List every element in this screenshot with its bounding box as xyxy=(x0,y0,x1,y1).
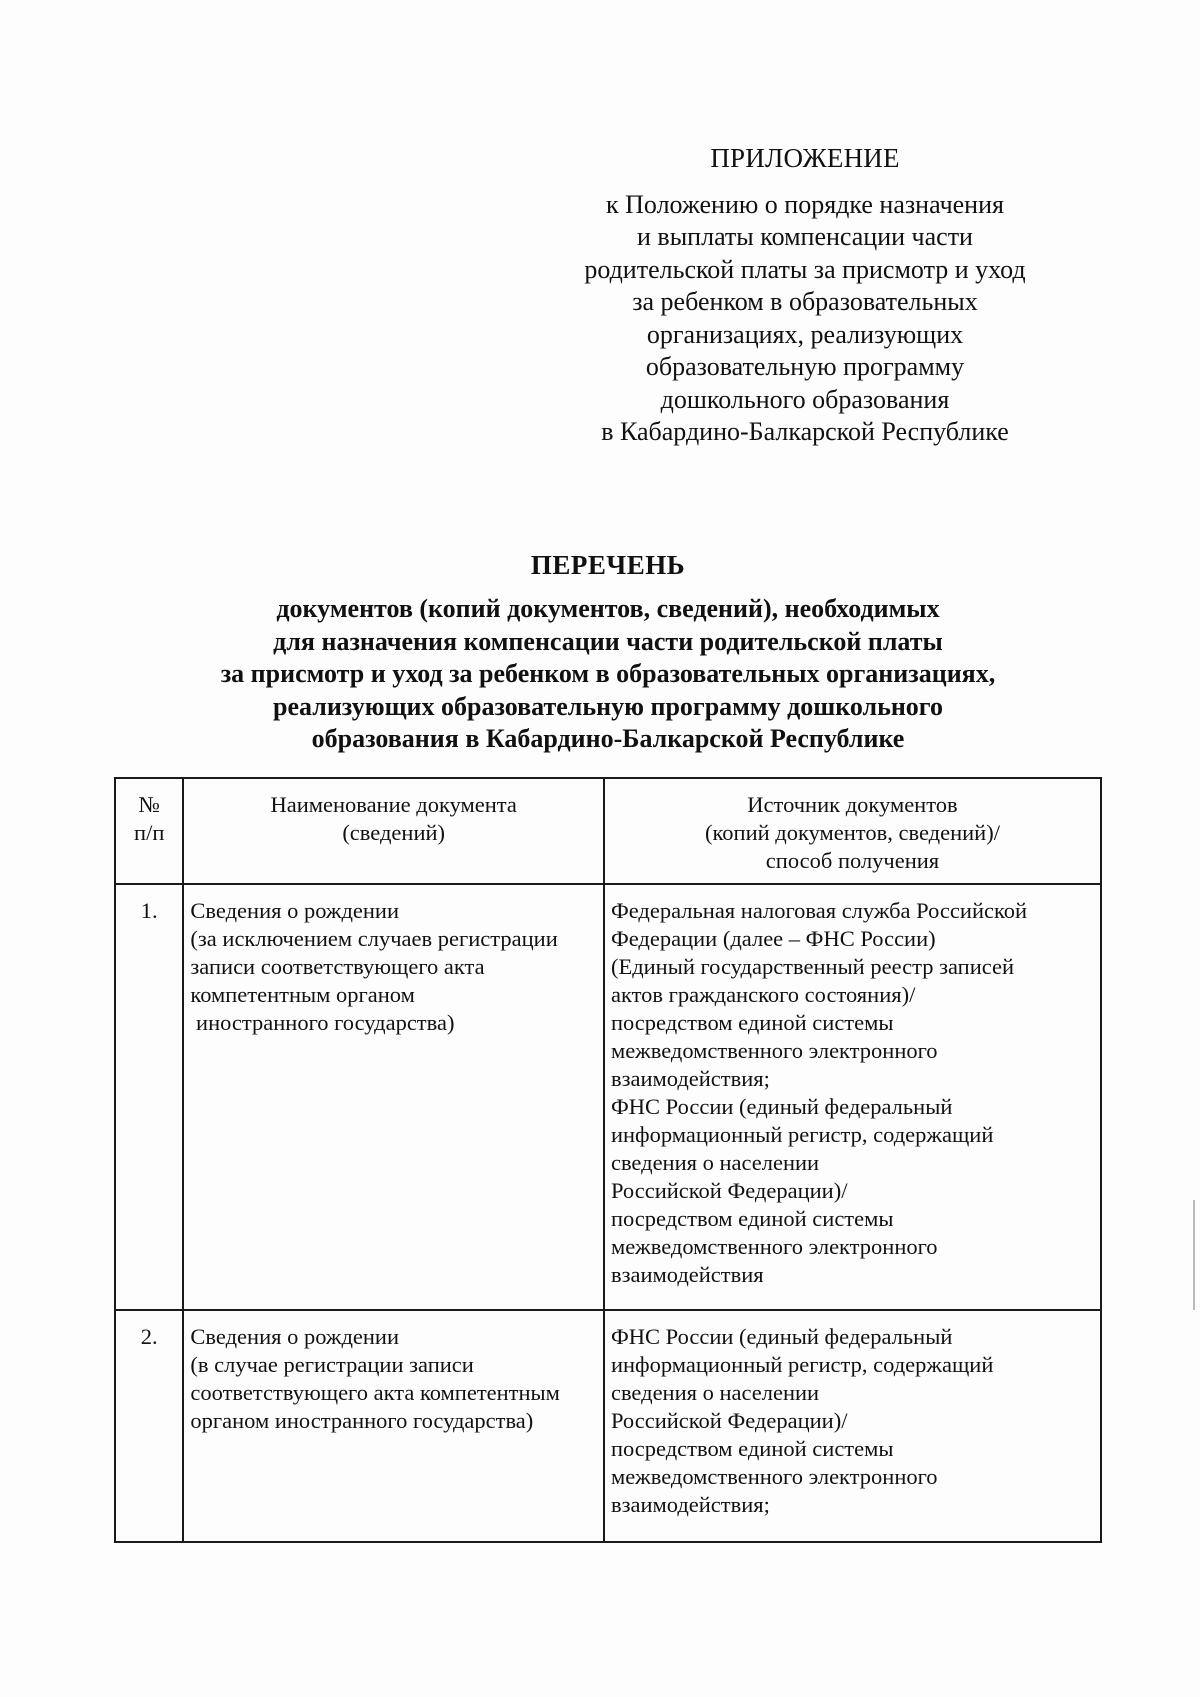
document-name-line: иностранного государства) xyxy=(190,1010,455,1035)
appendix-line: организациях, реализующих xyxy=(646,319,964,349)
header-source-line: (копий документов, сведений)/ xyxy=(705,820,1000,845)
document-source-line: сведения о населении xyxy=(610,1150,820,1175)
list-subtitle-line: документов (копий документов, сведений), необходимых xyxy=(276,594,940,623)
appendix-line: и выплаты компенсации части xyxy=(637,222,973,251)
appendix-line: за ребенком в образовательных xyxy=(632,287,978,316)
document-name-line: Сведения о рождении xyxy=(190,1324,400,1349)
appendix-line: к Положению о порядке назначения xyxy=(606,189,1004,219)
document-source-line: посредством единой системы xyxy=(610,1010,894,1035)
document-source-line: межведомственного электронного xyxy=(610,1234,938,1259)
document-source-line: информационный регистр, содержащий xyxy=(610,1352,994,1377)
document-name-line: (за исключением случаев регистрации xyxy=(190,926,558,951)
appendix-line: дошкольного образования xyxy=(660,384,950,414)
document-name-line: компетентным органом xyxy=(190,982,415,1007)
header-num-line: п/п xyxy=(134,820,165,845)
document-source-line: Федеральная налоговая служба Российской xyxy=(610,898,1028,923)
document-source-line: межведомственного электронного xyxy=(610,1038,938,1063)
list-subtitle-line: реализующих образовательную программу дошкольного xyxy=(273,691,943,721)
list-subtitle-line: за присмотр и уход за ребенком в образовательных организациях, xyxy=(220,659,996,688)
header-name-line: (сведений) xyxy=(342,820,446,845)
document-source-line: Российской Федерации)/ xyxy=(610,1178,848,1203)
document-source-line: актов гражданского состояния)/ xyxy=(610,982,916,1007)
document-source xyxy=(604,884,1101,1310)
document-source-line: сведения о населении xyxy=(610,1380,820,1405)
appendix-line: родительской платы за присмотр и уход xyxy=(584,254,1026,284)
appendix-block xyxy=(560,142,1050,449)
document-source-line: (Единый государственный реестр записей xyxy=(610,954,1015,979)
appendix-line: образовательную программу xyxy=(645,352,965,381)
list-subtitle-line: для назначения компенсации части родительской платы xyxy=(273,626,943,656)
document-name xyxy=(183,884,604,1310)
header-name xyxy=(183,778,604,884)
document-name-line: (в случае регистрации записи xyxy=(190,1352,474,1377)
document-source-line: посредством единой системы xyxy=(610,1206,894,1231)
document-source-line: ФНС России (единый федеральный xyxy=(610,1094,953,1119)
document-source-line: ФНС России (единый федеральный xyxy=(610,1324,953,1349)
document-name-line: органом иностранного государства) xyxy=(190,1408,534,1433)
document-source-line: взаимодействия xyxy=(610,1262,764,1287)
table-row xyxy=(115,884,1101,1310)
document-source-line: информационный регистр, содержащий xyxy=(610,1122,994,1147)
list-title: ПЕРЕЧЕНЬ xyxy=(530,550,686,580)
document-name-line: соответствующего акта компетентным xyxy=(190,1380,560,1405)
row-number: 2. xyxy=(115,1310,183,1542)
document-source-line: межведомственного электронного xyxy=(610,1464,938,1489)
row-number: 1. xyxy=(115,884,183,1310)
document-source-line: Российской Федерации)/ xyxy=(610,1408,848,1433)
list-heading xyxy=(113,547,1103,756)
document-source-line: взаимодействия; xyxy=(610,1066,770,1091)
header-source-line: Источник документов xyxy=(747,792,958,817)
document-source-line: взаимодействия; xyxy=(610,1492,770,1517)
header-name-line: Наименование документа xyxy=(270,792,517,817)
list-subtitle-line: образования в Кабардино-Балкарской Республике xyxy=(311,724,905,753)
document-name-line: Сведения о рождении xyxy=(190,898,400,923)
appendix-title: ПРИЛОЖЕНИЕ xyxy=(710,143,900,173)
document-source-line: Федерации (далее – ФНС России) xyxy=(610,926,936,951)
scan-edge-mark xyxy=(1193,1200,1195,1310)
document-source xyxy=(604,1310,1101,1542)
header-source-line: способ получения xyxy=(765,848,940,873)
document-name xyxy=(183,1310,604,1542)
document-source-line: посредством единой системы xyxy=(610,1436,894,1461)
documents-table xyxy=(114,777,1102,1543)
document-name-line: записи соответствующего акта xyxy=(190,954,485,979)
header-num xyxy=(115,778,183,884)
table-header-row xyxy=(115,778,1101,884)
header-num-line: № xyxy=(138,792,160,817)
header-source xyxy=(604,778,1101,884)
table-row xyxy=(115,1310,1101,1542)
appendix-line: в Кабардино-Балкарской Республике xyxy=(601,417,1009,446)
